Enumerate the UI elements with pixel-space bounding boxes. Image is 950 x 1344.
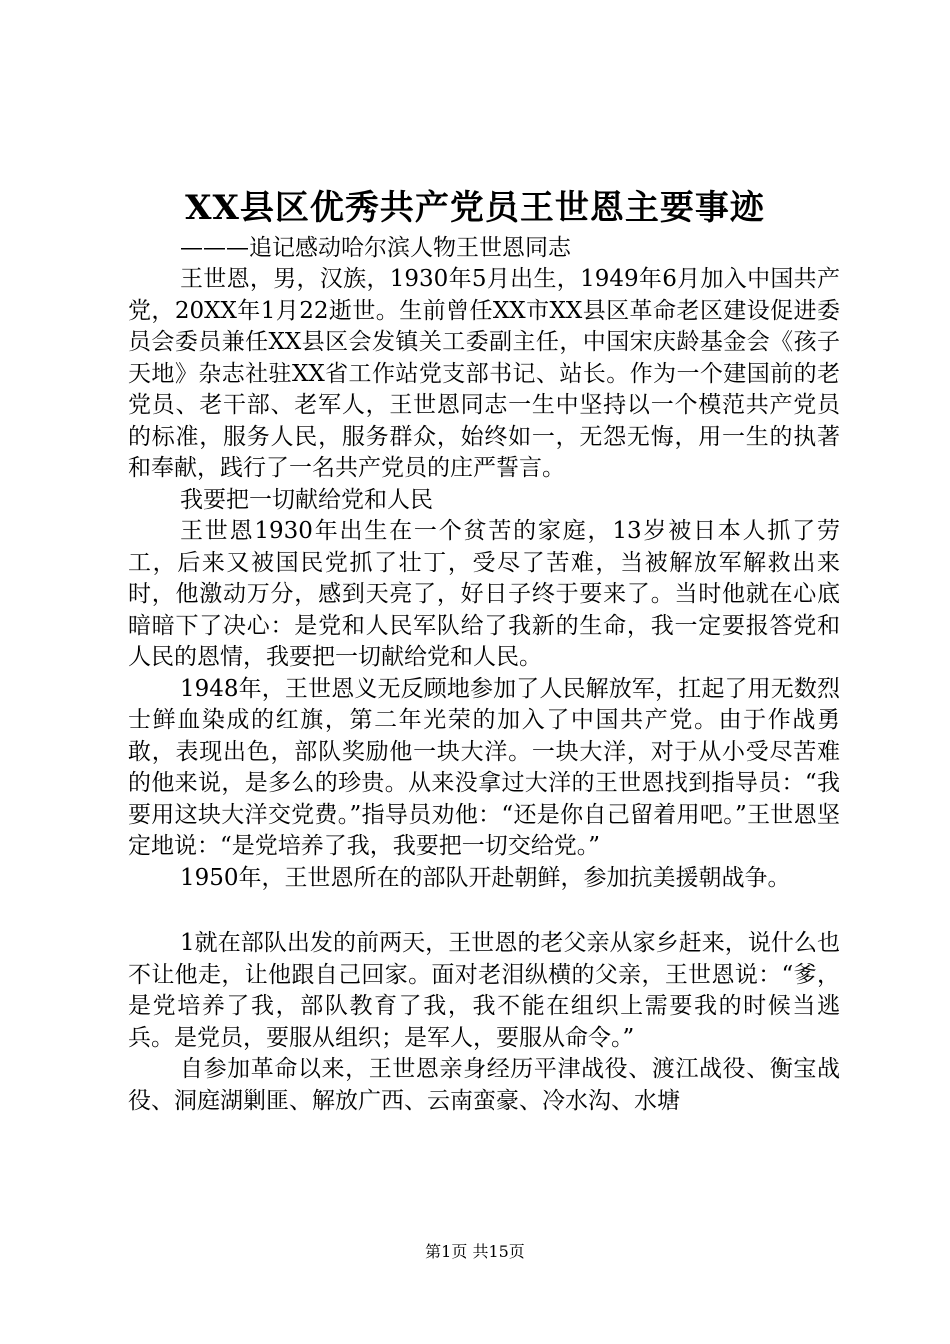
document-subtitle: ———追记感动哈尔滨人物王世恩同志 bbox=[180, 235, 571, 261]
document-title: XX县区优秀共产党员王世恩主要事迹 bbox=[185, 188, 765, 228]
page-footer: 第1页 共15页 bbox=[425, 1242, 525, 1261]
paragraph-spacer bbox=[128, 894, 840, 928]
paragraph-intro: 王世恩，男，汉族，1930年5月出生，1949年6月加入中国共产党，20XX年1月22逝世。生前曾任XX市XX县区革命老区建设促进委员会委员兼任XX县区会发镇关工委副主任，中国宋庆龄基金会《孩子天地》杂志社驻XX省工作站党支部书记、站长。作为一个建国前的老党员、老干部、老军人，王世恩同志一生中坚持以一个模范共产党员的标准，服务人民，服务群众，始终如一，无怨无悔，用一生的执著和奉献，践行了一名共产党员的庄严誓言。 bbox=[128, 266, 840, 481]
paragraph-1950: 1950年，王世恩所在的部队开赴朝鲜，参加抗美援朝战争。 bbox=[180, 864, 791, 891]
section-heading: 我要把一切献给党和人民 bbox=[180, 486, 433, 513]
paragraph-1948: 1948年，王世恩义无反顾地参加了人民解放军，扛起了用无数烈士鲜血染成的红旗，第二年光荣的加入了中国共产党。由于作战勇敢，表现出色，部队奖励他一块大洋。一块大洋，对于从小受尽苦难的他来说，是多么的珍贵。从来没拿过大洋的王世恩找到指导员：“我要用这块大洋交党费。”指导员劝他：“还是你自己留着用吧。”王世恩坚定地说：“是党培养了我，我要把一切交给党。” bbox=[128, 675, 840, 859]
paragraph-battles: 自参加革命以来，王世恩亲身经历平津战役、渡江战役、衡宝战役、洞庭湖剿匪、解放广西、云南蛮豪、冷水沟、水塘 bbox=[128, 1056, 840, 1114]
paragraph-father: 1就在部队出发的前两天，王世恩的老父亲从家乡赶来，说什么也不让他走，让他跟自己回家。面对老泪纵横的父亲，王世恩说：“爹，是党培养了我，部队教育了我，我不能在组织上需要我的时候当逃兵。是党员，要服从组织；是军人，要服从命令。” bbox=[128, 930, 840, 1051]
paragraph-childhood: 王世恩1930年出生在一个贫苦的家庭，13岁被日本人抓了劳工，后来又被国民党抓了壮丁，受尽了苦难，当被解放军解救出来时，他激动万分，感到天亮了，好日子终于要来了。当时他就在心底暗暗下了决心：是党和人民军队给了我新的生命，我一定要报答党和人民的恩情，我要把一切献给党和人民。 bbox=[128, 518, 840, 670]
document-body bbox=[128, 264, 840, 1117]
